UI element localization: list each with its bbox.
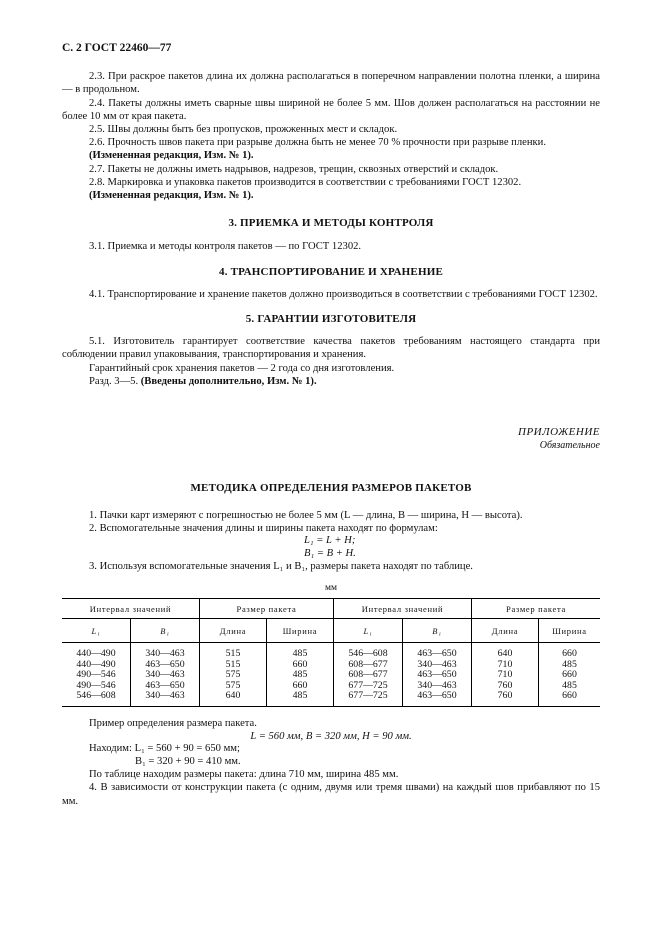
clause-2-4: 2.4. Пакеты должны иметь сварные швы шириной не более 5 мм. Шов должен располагаться на расстоянии не более 10 мм от края пакета. (62, 97, 600, 122)
table-cell: 440—490 (62, 643, 131, 660)
table-cell: 515 (200, 643, 267, 660)
table-cell: 575 (200, 670, 267, 680)
table-cell: 640 (472, 643, 539, 660)
table-subhead-width-2: Ширина (539, 619, 601, 643)
table-cell: 490—546 (62, 670, 131, 680)
example-result: По таблице находим размеры пакета: длина 710 мм, ширина 485 мм. (89, 769, 399, 781)
table-head-size-2: Размер пакета (472, 598, 601, 618)
table-unit: мм (324, 583, 338, 594)
example-find-l1: Находим: L₁ = 560 + 90 = 650 мм; (89, 742, 240, 754)
example-given: L = 560 мм, B = 320 мм, H = 90 мм. (250, 730, 412, 742)
clause-2-5: 2.5. Швы должны быть без пропусков, прожженных мест и складок. (89, 124, 398, 136)
formula-b1: B₁ = B + H. (304, 547, 356, 559)
table-subhead-b1: B₁ (131, 619, 200, 643)
table-cell: 710 (472, 670, 539, 680)
table-cell: 575 (200, 681, 267, 691)
table-cell: 485 (562, 679, 577, 691)
table-subhead-l1: L₁ (62, 619, 131, 643)
table-row (62, 660, 600, 670)
section-4-title: 4. ТРАНСПОРТИРОВАНИЕ И ХРАНЕНИЕ (219, 265, 443, 278)
table-cell: 485 (267, 670, 334, 680)
section-3-title: 3. ПРИЕМКА И МЕТОДЫ КОНТРОЛЯ (228, 217, 434, 230)
sections-note (62, 375, 600, 388)
table-subhead-l1-2: L₁ (334, 619, 403, 643)
table-cell: 485 (267, 643, 334, 660)
table-subhead-width: Ширина (267, 619, 334, 643)
table-cell: 546—608 (62, 691, 131, 706)
clause-2-8: 2.8. Маркировка и упаковка пакетов производится в соответствии с требованиями ГОСТ 12302. (89, 176, 522, 188)
table-cell: 660 (539, 691, 601, 706)
table-cell: 760 (472, 691, 539, 706)
table-cell: 340—463 (131, 643, 200, 660)
table-cell: 608—677 (334, 660, 403, 670)
table-cell: 760 (472, 681, 539, 691)
clause-2-3: 2.3. При раскрое пакетов длина их должна располагаться в поперечном направлении полотна пленки, а ширина — в продольном. (62, 71, 600, 96)
clause-5-1: 5.1. Изготовитель гарантирует соответствие качества пакетов требованиям настоящего стандарта при соблюдении правил упаковывания, транспортирования и хранения. (62, 336, 600, 361)
appendix-label: ПРИЛОЖЕНИЕ (518, 426, 600, 439)
table-row (62, 681, 600, 691)
example-title: Пример определения размера пакета. (89, 717, 257, 729)
section-5-title: 5. ГАРАНТИИ ИЗГОТОВИТЕЛЯ (245, 313, 417, 326)
table-cell: 340—463 (403, 681, 472, 691)
table-cell: 677—725 (334, 681, 403, 691)
revision-note-1: (Измененная редакция, Изм. № 1). (89, 150, 254, 162)
table-cell: 660 (267, 660, 334, 670)
table-cell: 463—650 (403, 643, 472, 660)
formula-l1: L₁ = L + H; (304, 535, 356, 547)
sections-note-bold: (Введены дополнительно, Изм. № 1). (140, 375, 317, 387)
table-cell: 660 (267, 681, 334, 691)
table-cell: 463—650 (131, 660, 200, 670)
document-page (62, 42, 600, 808)
formula-block (62, 535, 600, 560)
sections-note-prefix: Разд. 3—5. (89, 375, 139, 387)
table-cell: 340—463 (131, 670, 200, 680)
table-row (62, 691, 600, 706)
table-cell: 340—463 (131, 691, 200, 706)
table-row (62, 670, 600, 680)
table-cell: 440—490 (62, 660, 131, 670)
appendix-clause-1: 1. Пачки карт измеряют с погрешностью не более 5 мм (L — длина, B — ширина, H — высота). (89, 509, 523, 521)
table-cell: 463—650 (131, 681, 200, 691)
page-header: С. 2 ГОСТ 22460—77 (62, 42, 172, 54)
table-subhead-b1-2: B₁ (403, 619, 472, 643)
table-head-interval-2: Интервал значений (334, 598, 472, 618)
warranty-period: Гарантийный срок хранения пакетов — 2 года со дня изготовления. (89, 362, 395, 374)
size-table (62, 598, 600, 707)
table-head-size-1: Размер пакета (200, 598, 334, 618)
table-cell: 640 (200, 691, 267, 706)
clause-3-1: 3.1. Приемка и методы контроля пакетов — по ГОСТ 12302. (89, 241, 362, 253)
table-cell: 463—650 (403, 670, 472, 680)
example-calc (62, 743, 600, 768)
table-cell: 485 (267, 691, 334, 706)
table-cell: 710 (472, 660, 539, 670)
appendix-sublabel: Обязательное (539, 440, 600, 452)
table-cell: 660 (562, 669, 577, 681)
table-cell: 608—677 (334, 670, 403, 680)
appendix-clause-3: 3. Используя вспомогательные значения L₁ и B₁, размеры пакета находят по таблице. (89, 561, 473, 573)
table-cell: 463—650 (403, 691, 472, 706)
table-cell: 490—546 (62, 681, 131, 691)
clause-4-1: 4.1. Транспортирование и хранение пакетов должно производиться в соответствии с требованиями ГОСТ 12302. (89, 288, 598, 300)
table-cell: 546—608 (334, 643, 403, 660)
table-cell: 677—725 (334, 691, 403, 706)
table-subhead-length: Длина (200, 619, 267, 643)
appendix-title: МЕТОДИКА ОПРЕДЕЛЕНИЯ РАЗМЕРОВ ПАКЕТОВ (190, 482, 472, 495)
clause-2-6: 2.6. Прочность швов пакета при разрыве должна быть не менее 70 % прочности при разрыве пленки. (89, 137, 546, 149)
table-row (62, 643, 600, 660)
revision-note-2: (Измененная редакция, Изм. № 1). (89, 190, 254, 202)
appendix-label-block (62, 426, 600, 452)
table-head-interval-1: Интервал значений (62, 598, 200, 618)
example-find-b1: B₁ = 320 + 90 = 410 мм. (135, 755, 241, 767)
table-cell: 515 (200, 660, 267, 670)
appendix-clause-2: 2. Вспомогательные значения длины и ширины пакета находят по формулам: (89, 522, 438, 534)
table-cell: 485 (562, 658, 577, 670)
table-subhead-length-2: Длина (472, 619, 539, 643)
appendix-clause-4: 4. В зависимости от конструкции пакета (с одним, двумя или тремя швами) на каждый шов прибавляют по 15 мм. (62, 782, 600, 807)
table-cell: 660 (562, 648, 577, 660)
table-cell: 340—463 (403, 660, 472, 670)
clause-2-7: 2.7. Пакеты не должны иметь надрывов, надрезов, трещин, сквозных отверстий и складок. (89, 163, 499, 175)
